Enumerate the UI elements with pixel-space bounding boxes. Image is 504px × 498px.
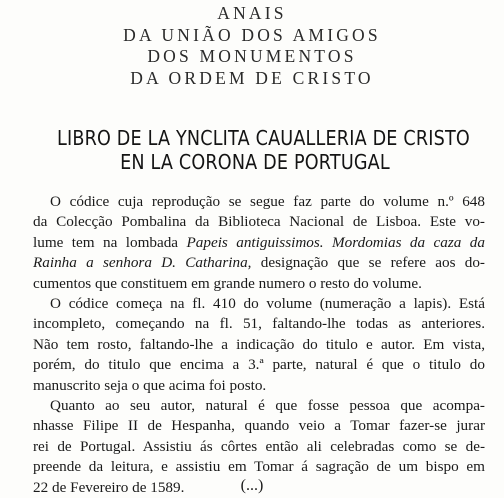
text-line xyxy=(33,253,485,273)
text-line: nhasse Filipe II de Hespanha, quando veio a Tomar fazer-se jurar xyxy=(33,417,485,435)
text-line: O códice começa na fl. 410 do volume (numeração a lapis). Está xyxy=(50,295,485,313)
text-line: preende da leitura, e assistiu em Tomar á sagração de um bispo em xyxy=(33,458,485,476)
text-line: cumentos que constituem em grande numero o resto do volume. xyxy=(33,274,422,292)
header-line: DOS MONUMENTOS xyxy=(147,46,357,66)
omission-mark: (...) xyxy=(240,477,264,494)
text-line: O códice cuja reprodução se segue faz parte do volume n.º 648 xyxy=(50,193,485,210)
header-line: DA ORDEM DE CRISTO xyxy=(130,67,374,88)
text-line xyxy=(33,233,485,253)
header-line: DA UNIÃO DOS AMIGOS xyxy=(123,24,381,45)
title-line-1: LIBRO DE LA YNCLITA CAUALLERIA DE CRISTO xyxy=(57,126,470,150)
header-line: ANAIS xyxy=(217,3,287,23)
paragraph-2 xyxy=(33,294,485,396)
text-span: , designação que se refere aos do- xyxy=(247,254,485,272)
title-line-2: EN LA CORONA DE PORTUGAL xyxy=(120,150,390,174)
text-line: rei de Portugal. Assistiu ás côrtes então ali celebradas como se de- xyxy=(33,437,485,455)
text-line: Quanto ao seu autor, natural é que fosse pessoa que acompa- xyxy=(50,397,485,415)
text-line: porém, do titulo que encima a 3.ª parte, natural é que o titulo do xyxy=(33,356,485,374)
body-text xyxy=(33,192,485,498)
text-line: Não tem rosto, faltando-lhe a indicação do titulo e autor. Em vista, xyxy=(33,335,485,353)
italic-title-span: Rainha a senhora D. Catharina xyxy=(33,254,248,272)
document-title xyxy=(57,126,470,174)
text-line: da Colecção Pombalina da Biblioteca Nacional de Lisboa. Este vo- xyxy=(33,213,485,231)
text-line: 22 de Fevereiro de 1589. xyxy=(33,478,185,496)
text-line: incompleto, começando na fl. 51, faltando-lhe todas as anteriores. xyxy=(33,315,485,333)
text-span: lume tem na lombada xyxy=(33,233,187,251)
paragraph-1 xyxy=(33,192,485,294)
journal-header xyxy=(0,3,504,89)
text-line: manuscrito seja o que acima foi posto. xyxy=(33,376,267,394)
italic-title-span: Papeis antiguissimos. Mordomias da caza da xyxy=(186,233,485,251)
